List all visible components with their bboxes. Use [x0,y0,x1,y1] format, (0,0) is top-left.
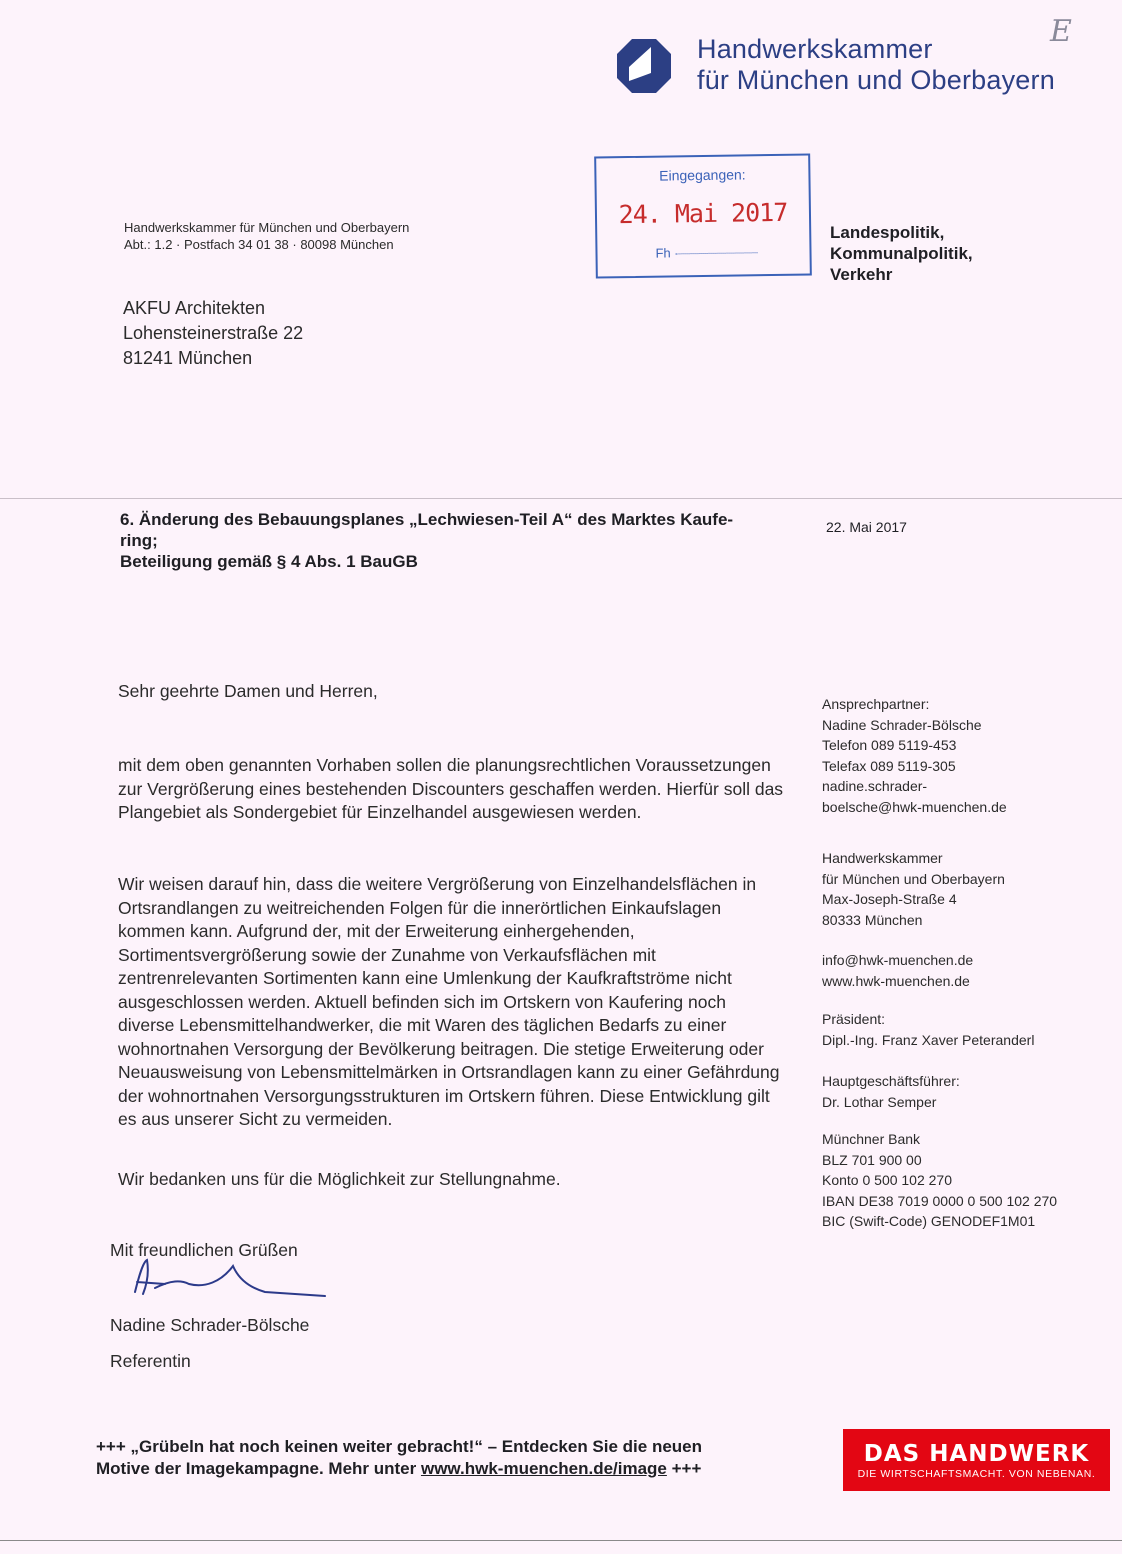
contact-name: Nadine Schrader-Bölsche [822,716,982,733]
recipient-line2: Lohensteinerstraße 22 [123,323,304,343]
paper-fold-line [0,498,1122,499]
address-line3: Max-Joseph-Straße 4 [822,891,957,907]
body-paragraph-3: Wir bedanken uns für die Möglichkeit zur Stellungnahme. [118,1169,561,1189]
stamp-initials: Fh [655,245,671,261]
department-line1: Landespolitik, [830,223,945,242]
signer-name: Nadine Schrader-Bölsche [110,1315,310,1335]
president-name: Dipl.-Ing. Franz Xaver Peteranderl [822,1031,1035,1048]
letter-subject [120,509,810,572]
footer-line2-prefix: Motive der Imagekampagne. Mehr unter [96,1459,421,1478]
recipient-line3: 81241 München [123,348,253,368]
org-name-line2: für München und Oberbayern [697,65,1055,95]
bank-name: Münchner Bank [822,1131,921,1147]
bank-bic: BIC (Swift-Code) GENODEF1M01 [822,1213,1036,1229]
campaign-link[interactable]: www.hwk-muenchen.de/image [420,1459,667,1478]
stamp-title: Eingegangen: [659,166,746,184]
banner-sub-text: DIE WIRTSCHAFTSMACHT. VON NEBENAN. [857,1468,1096,1480]
salutation: Sehr geehrte Damen und Herren, [118,681,378,701]
website-url: www.hwk-muenchen.de [822,972,970,989]
ceo-label: Hauptgeschäftsführer: [822,1073,960,1089]
signature-icon [125,1256,330,1306]
bank-konto: Konto 0 500 102 270 [822,1172,953,1188]
organization-name [697,34,1055,96]
sidebar-bank [822,1129,1057,1232]
sidebar-web [822,950,973,991]
sidebar-president [822,1009,1034,1050]
sender-line-2: Abt.: 1.2 · Postfach 34 01 38 · 80098 München [124,237,394,252]
contact-fax: Telefax 089 5119-305 [822,757,956,774]
banner-main-text: DAS HANDWERK [863,1441,1090,1467]
das-handwerk-banner [843,1429,1110,1491]
signer-title: Referentin [110,1351,191,1371]
page-bottom-edge [0,1540,1122,1541]
subject-line2: ring; [120,531,158,550]
sender-line-1: Handwerkskammer für München und Oberbayern [124,220,410,235]
ceo-name: Dr. Lothar Semper [822,1093,937,1110]
sidebar-address [822,848,1005,930]
hwk-logo-icon [615,37,673,95]
president-label: Präsident: [822,1011,886,1027]
closing-phrase: Mit freundlichen Grüßen [110,1240,298,1260]
bank-iban: IBAN DE38 7019 0000 0 500 102 270 [822,1192,1058,1209]
contact-email-line2: boelsche@hwk-muenchen.de [822,798,1007,815]
body-paragraph-2: Wir weisen darauf hin, dass die weitere Vergrößerung von Einzelhandelsflächen in Ortsrandlangen zu weitreichenden Folgen für die innerörtlichen Einkaufslagen kommen kann. Aufgrund der, mit der Erweiterung einhergehenden, Sortimentsvergrößerung sowie der Zunahme von Verkaufsflächen mit zentrenrelevanten Sortimenten kann eine Umlenkung der Kaufkraftströme nicht ausgeschlossen werden. Aktuell befinden sich im Ortskern von Kaufering noch diverse Lebensmittelhandwerker, die mit Waren des täglichen Bedarfs zu einer wohnortnahen Versorgung der Bevölkerung beitragen. Die stetige Erweiterung oder Neuausweisung von Lebensmittelmärken in Ortsrandlagen kann zu einer Gefährdung der wohnortnahen Versorgungsstrukturen im Ortskern führen. Diese Entwicklung gilt es aus unserer Sicht zu vermeiden. [118,874,780,1129]
org-name-line1: Handwerkskammer [697,34,933,64]
sidebar-ceo [822,1071,960,1112]
info-email: info@hwk-muenchen.de [822,952,974,968]
footer-campaign-text [96,1436,796,1480]
department-line2: Kommunalpolitik, [830,244,973,263]
address-line1: Handwerkskammer [822,850,943,866]
letter-date: 22. Mai 2017 [826,519,907,535]
body-paragraph-1: mit dem oben genannten Vorhaben sollen die planungsrechtlichen Voraussetzungen zur Vergrößerung eines bestehenden Discounters geschaffen werden. Hierfür soll das Plangebiet als Sondergebiet für Einzelhandel ausgewiesen werden. [118,755,784,822]
stamp-date: 24. Mai 2017 [618,197,788,230]
received-stamp [594,153,812,278]
handwritten-corner-mark: E [1050,14,1072,49]
sender-address-line [124,219,409,253]
footer-line2-suffix: +++ [666,1459,702,1478]
footer-line1: +++ „Grübeln hat noch keinen weiter gebracht!“ – Entdecken Sie die neuen [96,1437,703,1456]
recipient-line1: AKFU Architekten [123,298,266,318]
bank-blz: BLZ 701 900 00 [822,1151,922,1168]
stamp-signature-line [676,252,758,254]
contact-phone: Telefon 089 5119-453 [822,737,957,753]
contact-email-line1: nadine.schrader- [822,778,928,794]
recipient-address [123,296,303,371]
address-line4: 80333 München [822,911,923,928]
contact-label: Ansprechpartner: [822,696,930,712]
department-line3: Verkehr [830,265,893,284]
subject-line3: Beteiligung gemäß § 4 Abs. 1 BauGB [120,552,418,571]
footer-line2 [96,1458,796,1480]
address-line2: für München und Oberbayern [822,870,1005,887]
subject-line1: 6. Änderung des Bebauungsplanes „Lechwiesen-Teil A“ des Marktes Kaufe- [120,510,734,529]
department-label [830,222,973,285]
sidebar-contact [822,694,1007,817]
